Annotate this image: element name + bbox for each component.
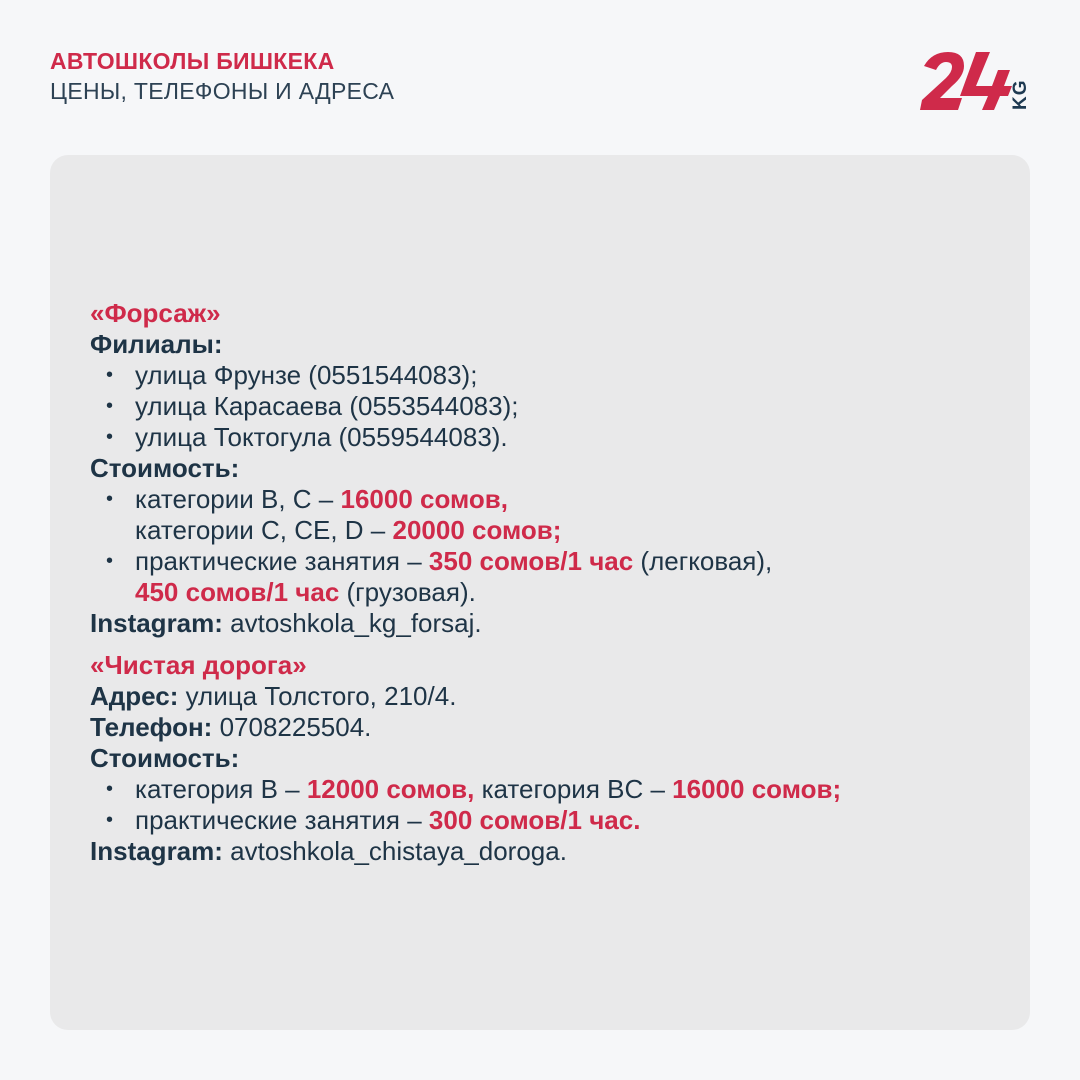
cost-text: категории B, C – bbox=[135, 484, 341, 514]
cost-label: Стоимость: bbox=[90, 743, 240, 773]
list-item bbox=[90, 805, 1020, 836]
cost-price: 12000 сомов, bbox=[306, 774, 475, 804]
cost-label: Стоимость: bbox=[90, 453, 240, 483]
page-title: АВТОШКОЛЫ БИШКЕКА bbox=[50, 48, 335, 74]
cost-text: (легковая), bbox=[633, 546, 773, 576]
address-line bbox=[90, 681, 1020, 712]
bullet-icon: • bbox=[106, 488, 114, 510]
instagram-label: Instagram: bbox=[90, 608, 223, 638]
school-name-forsaj: «Форсаж» bbox=[90, 298, 221, 328]
cost-text: категория B – bbox=[135, 774, 307, 804]
cost-price: 450 сомов/1 час bbox=[135, 577, 340, 607]
header bbox=[50, 46, 394, 106]
cost-price: 16000 сомов, bbox=[340, 484, 509, 514]
instagram-value: avtoshkola_chistaya_doroga. bbox=[222, 836, 567, 866]
address-label: Адрес: bbox=[90, 681, 179, 711]
branches-list bbox=[90, 360, 1020, 453]
list-item bbox=[90, 484, 1020, 546]
cost-text: (грузовая). bbox=[339, 577, 476, 607]
cost-price: 20000 сомов; bbox=[392, 515, 562, 545]
list-item bbox=[90, 422, 1020, 453]
instagram-line bbox=[90, 836, 1020, 867]
list-item bbox=[90, 391, 1020, 422]
list-item bbox=[90, 360, 1020, 391]
section-gap bbox=[90, 639, 1020, 650]
instagram-line bbox=[90, 608, 1020, 639]
cost-text: категория BC – bbox=[474, 774, 673, 804]
address-value: улица Толстого, 210/4. bbox=[178, 681, 457, 711]
cost-list bbox=[90, 774, 1020, 836]
24kg-logo[interactable] bbox=[918, 48, 1034, 114]
cost-price: 300 сомов/1 час. bbox=[428, 805, 641, 835]
cost-text: практические занятия – bbox=[135, 805, 429, 835]
cost-list bbox=[90, 484, 1020, 608]
cost-price: 350 сомов/1 час bbox=[428, 546, 634, 576]
branches-label: Филиалы: bbox=[90, 329, 223, 359]
content bbox=[90, 298, 1020, 867]
bullet-icon: • bbox=[106, 809, 114, 831]
school-name-chistaya-doroga: «Чистая дорога» bbox=[90, 650, 307, 680]
cost-price: 16000 сомов; bbox=[672, 774, 842, 804]
bullet-icon: • bbox=[106, 395, 114, 417]
phone-label: Телефон: bbox=[90, 712, 213, 742]
page-subtitle: ЦЕНЫ, ТЕЛЕФОНЫ И АДРЕСА bbox=[50, 78, 395, 104]
instagram-label: Instagram: bbox=[90, 836, 223, 866]
bullet-icon: • bbox=[106, 426, 114, 448]
bullet-icon: • bbox=[106, 550, 114, 572]
cost-text: категории C, CE, D – bbox=[135, 515, 393, 545]
list-item bbox=[90, 774, 1020, 805]
cost-text: практические занятия – bbox=[135, 546, 429, 576]
bullet-icon: • bbox=[106, 778, 114, 800]
branch-text: улица Карасаева (0553544083); bbox=[135, 391, 519, 421]
branch-text: улица Фрунзе (0551544083); bbox=[135, 360, 478, 390]
logo-suffix: KG bbox=[1010, 79, 1031, 110]
phone-line bbox=[90, 712, 1020, 743]
branch-text: улица Токтогула (0559544083). bbox=[135, 422, 508, 452]
instagram-value: avtoshkola_kg_forsaj. bbox=[222, 608, 482, 638]
phone-value: 0708225504. bbox=[212, 712, 372, 742]
list-item bbox=[90, 546, 1020, 608]
bullet-icon: • bbox=[106, 364, 114, 386]
